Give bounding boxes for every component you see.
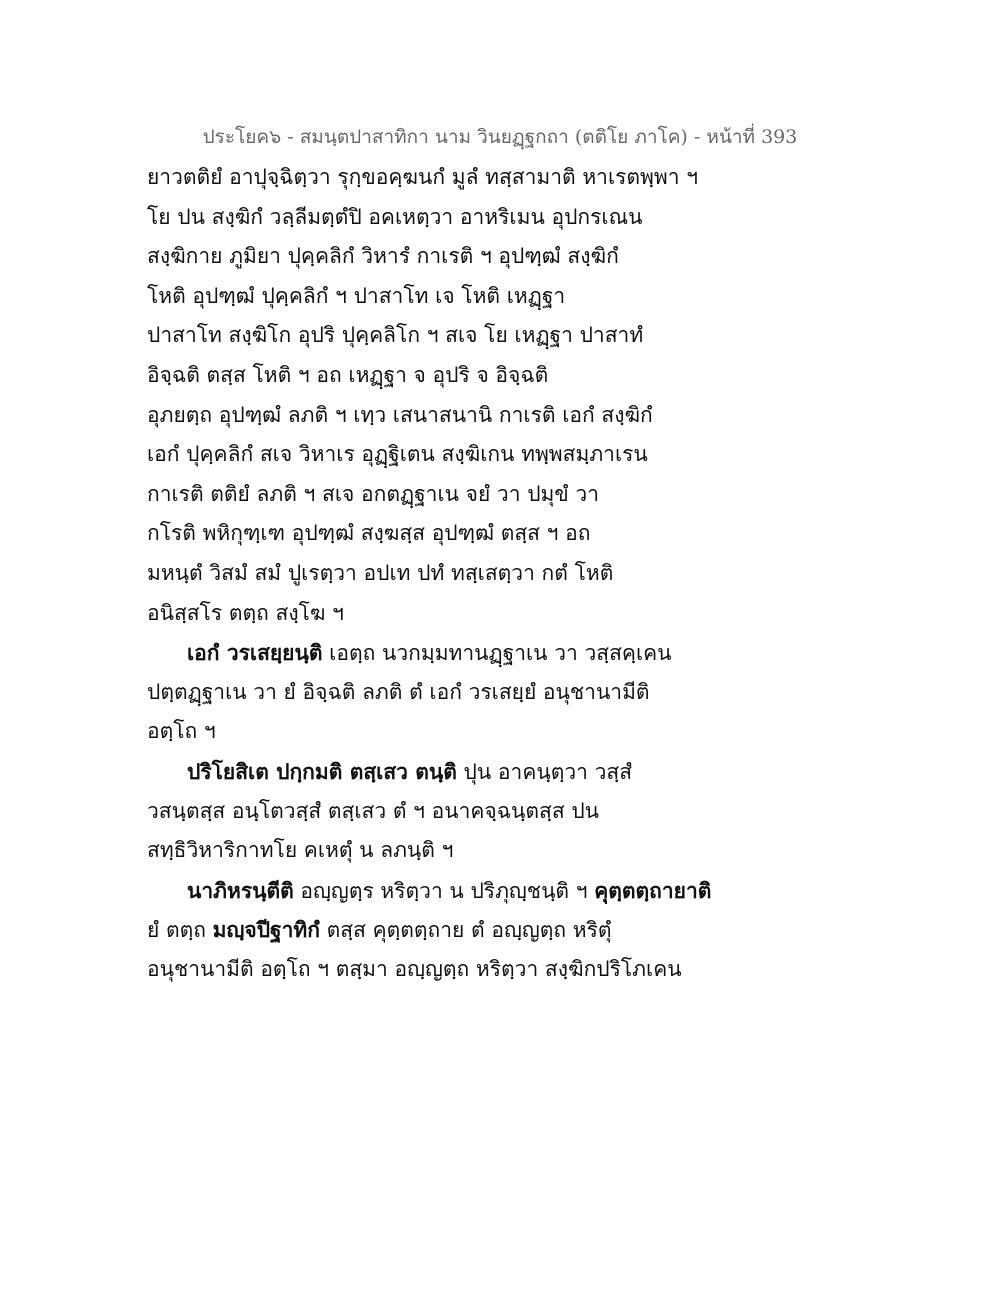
headword: นาภิหรนฺตีติ — [187, 877, 294, 903]
text-line: สทฺธิวิหาริกาทโย คเหตุํ น ลภนฺติ ฯ — [147, 838, 454, 863]
text-line: อุภยตฺถ อุปฑฺฒํ ลภติ ฯ เทฺว เสนาสนานิ กาเรติ เอกํ สงฺฆิกํ — [147, 402, 653, 427]
text-line: มหนฺตํ วิสมํ สมํ ปูเรตฺวา อปเท ปทํ ทสฺเสตฺวา กตํ โหติ — [147, 560, 614, 585]
text-line: วสนฺตสฺส อนฺโตวสฺสํ ตสฺเสว ตํ ฯ อนาคจฺฉนฺตสฺส ปน — [147, 798, 600, 823]
text-line: โย ปน สงฺฆิกํ วลฺลีมตฺตํปิ อคเหตฺวา อาหริเมน อุปกรเณน — [147, 204, 643, 229]
text-line: ยํ ตตฺถ มญฺจปีฐาทิกํ ตสฺส คุตฺตตฺถาย ตํ อญฺญตฺถ หริตุํ — [147, 917, 612, 943]
text-line: เอกํ ปุคฺคลิกํ สเจ วิหาเร อุฏฺฐิเตน สงฺฆิเกน ทพฺพสมฺภาเรน — [147, 442, 648, 467]
headword: มญฺจปีฐาทิกํ — [212, 917, 320, 943]
text-line: อตฺโถ ฯ — [147, 719, 216, 744]
text-line: กโรติ พหิกุฑฺเฑ อุปฑฺฒํ สงฺฆสฺส อุปฑฺฒํ ตสฺส ฯ อถ — [147, 521, 591, 546]
headword: เอกํ วรเสยฺยนฺติ — [187, 640, 323, 666]
text-line: ปตฺตฏฺฐาเน วา ยํ อิจฺฉติ ลภติ ตํ เอกํ วรเสยฺยํ อนุชานามีติ — [147, 679, 650, 704]
paragraph-start: นาภิหรนฺตีติ อญฺญตฺร หริตฺวา น ปริภุญฺชนฺติ ฯ คุตฺตตฺถายาติ — [187, 877, 712, 903]
paragraph-start: เอกํ วรเสยฺยนฺติ เอตฺถ นวกมฺมทานฏฺฐาเน วา วสฺสคฺเคน — [187, 640, 672, 666]
text-line: สงฺฆิกาย ภูมิยา ปุคฺคลิกํ วิหารํ กาเรติ ฯ อุปฑฺฒํ สงฺฆิกํ — [147, 244, 619, 269]
body-text — [147, 158, 867, 989]
page-header: ประโยค๖ - สมนฺตปาสาทิกา นาม วินยฏฺฐกถา (ตติโย ภาโค) - หน้าที่ 393 — [202, 126, 798, 148]
text-line: อนุชานามีติ อตฺโถ ฯ ตสฺมา อญฺญตฺถ หริตฺวา สงฺฆิกปริโภเคน — [147, 956, 682, 981]
text-line: กาเรติ ตติยํ ลภติ ฯ สเจ อกตฏฺฐาเน จยํ วา ปมุขํ วา — [147, 481, 599, 506]
text-line: ปาสาโท สงฺฆิโก อุปริ ปุคฺคลิโก ฯ สเจ โย เหฏฺฐา ปาสาทํ — [147, 323, 644, 348]
text-line: อนิสฺสโร ตตฺถ สงฺโฆ ฯ — [147, 600, 344, 625]
paragraph-start: ปริโยสิเต ปกฺกมติ ตสฺเสว ตนฺติ ปุน อาคนฺตฺวา วสฺสํ — [187, 758, 633, 784]
text-line: ยาวตติยํ อาปุจฺฉิตฺวา รุกฺขอคฺฆนกํ มูลํ ทสฺสามาติ หาเรตพฺพา ฯ — [147, 165, 699, 189]
headword: คุตฺตตฺถายาติ — [594, 877, 712, 903]
headword: ปริโยสิเต ปกฺกมติ ตสฺเสว ตนฺติ — [187, 758, 457, 784]
text-line: อิจฺฉติ ตสฺส โหติ ฯ อถ เหฏฺฐา จ อุปริ จ อิจฺฉติ — [147, 362, 549, 387]
text-line: โหติ อุปฑฺฒํ ปุคฺคลิกํ ฯ ปาสาโท เจ โหติ เหฏฺฐา — [147, 283, 566, 308]
